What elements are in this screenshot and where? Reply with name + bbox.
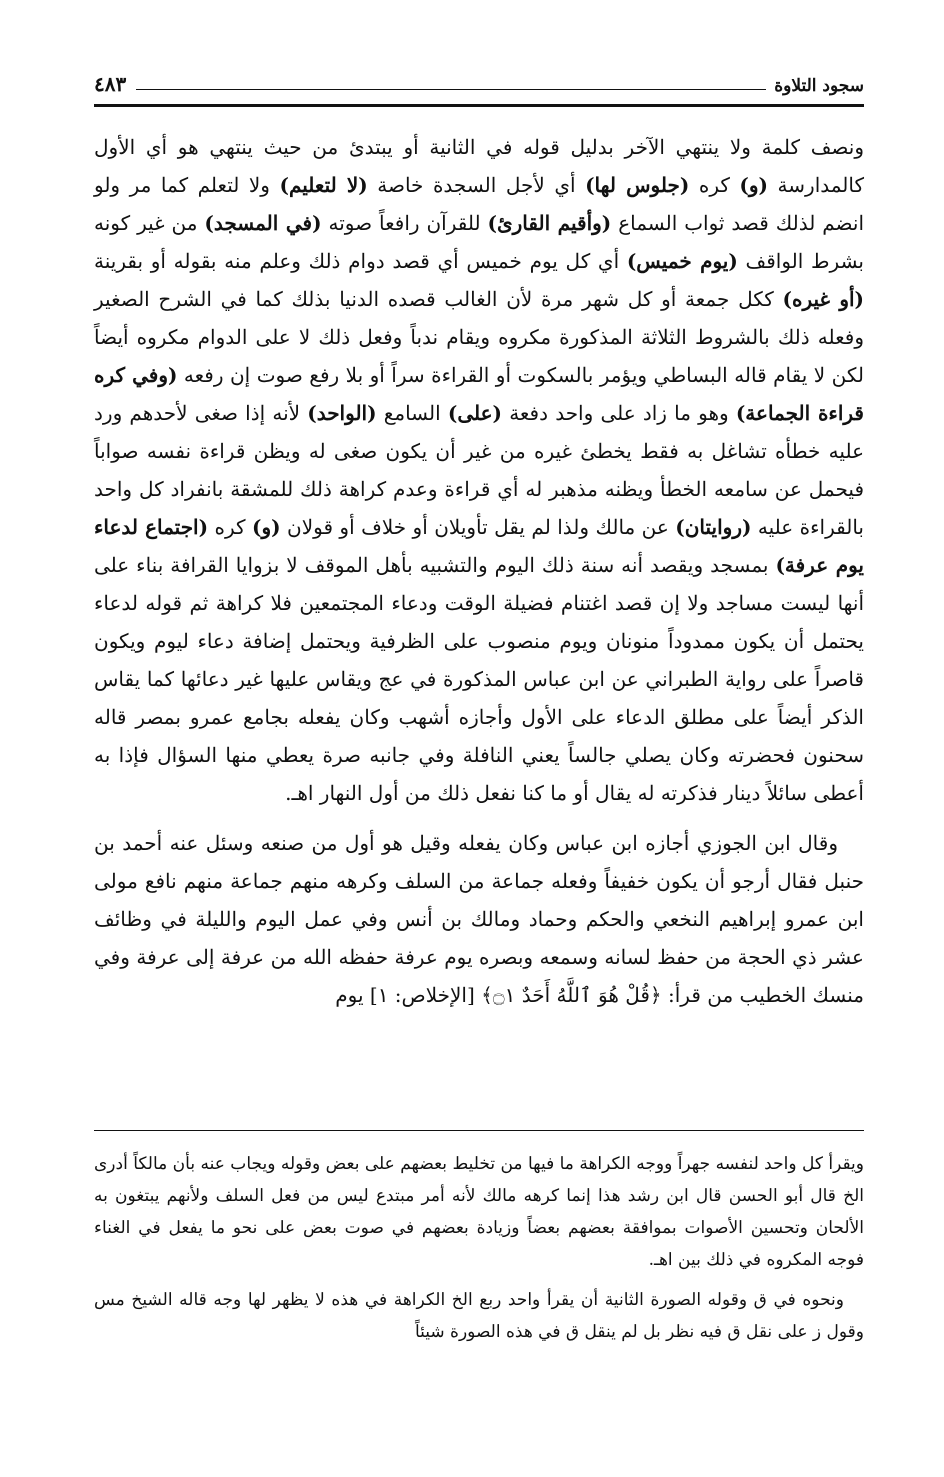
page-header — [94, 66, 864, 96]
text-run: كره — [689, 173, 740, 197]
matn-term: (لا لتعليم) — [279, 173, 368, 197]
main-text — [94, 128, 864, 1026]
matn-term: (وفي كره قراءة الجماعة) — [94, 363, 864, 425]
header-dash-line — [136, 89, 766, 90]
text-run: وقال ابن الجوزي أجازه ابن عباس وكان يفعله وقيل هو أول من صنعه وسئل عنه أحمد بن حنبل فقال أرجو أن يكون خفيفاً وفعله جماعة من السلف وكرهه منهم جماعة منهم نافع مولى ابن عمرو إبراهيم النخعي والحكم وحماد ومالك بن أنس وفي عمل اليوم والليلة في وظائف عشر ذي الحجة من حفظ لسانه وسمعه وبصره يوم عرفة حفظه الله من عرفة إلى عرفة وفي منسك الخطيب من قرأ: — [94, 831, 864, 1007]
text-run: كره — [208, 515, 252, 539]
text-run: [الإخلاص: ١] يوم — [335, 983, 482, 1007]
matn-term: (الواحد) — [307, 401, 377, 425]
quran-verse: ﴿قُلْ هُوَ ٱللَّهُ أَحَدٌ ۝١﴾ — [481, 983, 662, 1007]
text-run: السامع — [376, 401, 448, 425]
matn-term: (اجتماع لدعاء يوم عرفة) — [94, 515, 864, 577]
running-title: سجود التلاوة — [774, 76, 864, 96]
matn-term: (و) — [251, 515, 281, 539]
matn-term: (على) — [447, 401, 503, 425]
text-run: من غير كونه بشرط الواقف — [94, 211, 864, 273]
footnote: ويقرأ كل واحد لنفسه جهراً ووجه الكراهة ما فيها من تخليط بعضهم على بعض وقوله ويجاب عنه بأن مالكاً أدرى الخ قال أبو الحسن قال ابن رشد هذا إنما كرهه مالك لأنه أمر مبتدع ليس من فعل السلف ولأنهم يبتغون به الألحان وتحسين الأصوات بموافقة بعضهم بعضاً وزيادة بعضهم في صوت بعض على نحو ما يفعل في الغناء فوجه المكروه في ذلك بين اهـ. — [94, 1154, 864, 1270]
text-run: بمسجد ويقصد أنه سنة ذلك اليوم والتشبيه بأهل الموقف لا بزوايا القرافة بناء على أنها ليست مساجد ولا إن قصد اغتنام فضيلة الوقت ودعاء المجتمعين فلا كراهة ثم قوله لدعاء يحتمل أن يكون ممدوداً منونان ويوم منصوب على الظرفية ويحتمل إضافة دعاء ليوم ويكون قاصراً على رواية الطبراني عن ابن عباس المذكورة في عج ويقاس عليها غير دعائها كما يقاس الذكر أيضاً على مطلق الدعاء على الأول وأجازه أشهب وكان يفعله بجامع عمرو بمصر قاله سحنون فحضرته وكان يصلي جالساً يعني النافلة وفي جانبه صرة يعطي منها السؤال فإذا به أعطى سائلاً دينار فذكرته له يقال أو ما كنا نفعل ذلك من أول النهار اهـ. — [94, 553, 865, 805]
paragraph — [94, 824, 864, 1014]
footnote-separator — [94, 1130, 864, 1131]
matn-term: (يوم خميس) — [626, 249, 738, 273]
text-run: وهو ما زاد على واحد دفعة — [502, 401, 736, 425]
matn-term: (أو غيره) — [782, 287, 864, 311]
matn-term: (روايتان) — [675, 515, 752, 539]
text-run: ونصف كلمة ولا ينتهي الآخر بدليل قوله في الثانية أو يبتدئ من حيث ينتهي هو أي الأول كالمدارسة — [94, 135, 865, 197]
text-run: ولا لتعلم كما مر ولو انضم لذلك قصد ثواب السماع — [94, 173, 865, 235]
matn-term: (وأقيم القارئ) — [487, 211, 612, 235]
matn-term: (جلوس لها) — [585, 173, 690, 197]
matn-term: (و) — [739, 173, 769, 197]
text-run: ككل جمعة أو كل شهر مرة لأن الغالب قصده الدنيا بذلك كما في الشرح الصغير وفعله ذلك بالشروط الثلاثة المذكورة مكروه ويقام ندباً وفعل ذلك لا على الدوام مكروه أيضاً لكن لا يقام قاله البساطي ويؤمر بالسكوت أو القراءة سراً أو بلا رفع صوت إن رفعه — [94, 287, 864, 387]
text-run: للقرآن رافعاً صوته — [321, 211, 488, 235]
paragraph — [94, 128, 864, 812]
page-number: ٤٨٣ — [94, 72, 127, 96]
header-rule — [94, 104, 864, 107]
footnote: ونحوه في ق وقوله الصورة الثانية أن يقرأ واحد ربع الخ الكراهة في هذه لا يظهر لها وجه قاله الشيخ مس وقول ز على نقل ق فيه نظر بل لم ينقل ق في هذه الصورة شيئاً — [94, 1290, 864, 1342]
footnotes — [94, 1148, 864, 1356]
text-run: أي لأجل السجدة خاصة — [367, 173, 586, 197]
text-run: عن مالك ولذا لم يقل تأويلان أو خلاف أو قولان — [280, 515, 676, 539]
matn-term: (في المسجد) — [204, 211, 322, 235]
text-run: أي كل يوم خميس أي قصد دوام ذلك وعلم منه بقوله أو بقرينة — [94, 249, 627, 273]
text-run: لأنه إذا صغى لأحدهم ورد عليه خطأه تشاغل به فقط يخطئ غيره من غير أن يكون صغى له ويظن قراءة نفسه صواباً فيحمل عن سامعه الخطأ ويظنه مذهبر له أي قراءة وعدم كراهة ذلك للمشقة بانفراد كل واحد بالقراءة عليه — [94, 401, 864, 539]
